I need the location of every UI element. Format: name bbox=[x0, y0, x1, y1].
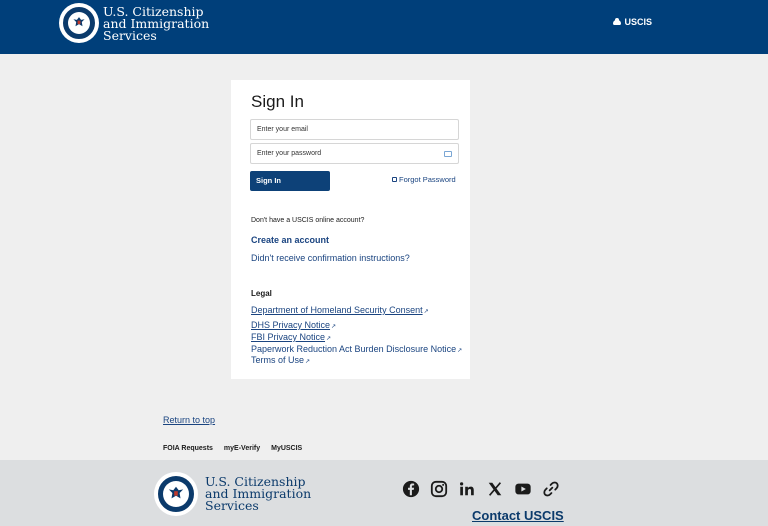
external-link-icon: ↗ bbox=[423, 309, 429, 315]
header-brand-text[interactable]: U.S. Citizenship and Immigration Services bbox=[103, 4, 210, 43]
header-uscis-link[interactable]: USCIS bbox=[613, 17, 652, 27]
external-link-icon: ↗ bbox=[457, 348, 463, 354]
legal-link-dhs-consent[interactable]: Department of Homeland Security Consent↗ bbox=[251, 305, 429, 315]
no-account-text: Don't have a USCIS online account? bbox=[251, 217, 365, 224]
page-title: Sign In bbox=[251, 92, 304, 111]
x-icon[interactable] bbox=[486, 480, 504, 498]
contact-uscis-link[interactable]: Contact USCIS bbox=[472, 508, 564, 523]
footer-links bbox=[163, 445, 302, 452]
legal-link-terms[interactable]: Terms of Use↗ bbox=[251, 355, 311, 365]
resend-confirmation-link[interactable]: Didn't receive confirmation instructions? bbox=[251, 253, 410, 263]
legal-heading: Legal bbox=[251, 289, 272, 298]
external-link-icon: ↗ bbox=[331, 324, 337, 330]
external-link-icon: ↗ bbox=[305, 359, 311, 365]
password-input[interactable]: Enter your password bbox=[250, 143, 459, 164]
legal-link-fbi-privacy[interactable]: FBI Privacy Notice↗ bbox=[251, 332, 332, 342]
cloud-icon bbox=[613, 20, 621, 25]
my-e-verify-link[interactable]: myE-Verify bbox=[223, 445, 261, 452]
password-autofill-icon[interactable] bbox=[444, 151, 452, 157]
sign-in-button[interactable]: Sign In bbox=[250, 171, 330, 191]
dhs-seal-logo[interactable] bbox=[59, 3, 99, 43]
link-icon[interactable] bbox=[542, 480, 560, 498]
myuscis-link[interactable]: MyUSCIS bbox=[271, 445, 303, 452]
legal-link-paperwork[interactable]: Paperwork Reduction Act Burden Disclosure Notice↗ bbox=[251, 344, 463, 354]
return-to-top-link[interactable]: Return to top bbox=[163, 415, 216, 425]
email-input[interactable]: Enter your email bbox=[250, 119, 459, 140]
signin-card bbox=[231, 80, 470, 379]
lock-icon bbox=[392, 177, 397, 182]
external-link-icon: ↗ bbox=[326, 336, 332, 342]
legal-link-dhs-privacy[interactable]: DHS Privacy Notice↗ bbox=[251, 320, 337, 330]
foia-requests-link[interactable]: FOIA Requests bbox=[163, 445, 213, 452]
create-account-link[interactable]: Create an account bbox=[251, 235, 330, 245]
instagram-icon[interactable] bbox=[430, 480, 448, 498]
facebook-icon[interactable] bbox=[402, 480, 420, 498]
footer-brand-text[interactable]: U.S. Citizenship and Immigration Services bbox=[205, 474, 312, 513]
linkedin-icon[interactable] bbox=[458, 480, 476, 498]
youtube-icon[interactable] bbox=[514, 480, 532, 498]
social-links bbox=[402, 480, 560, 498]
forgot-password-link[interactable]: Forgot Password bbox=[392, 175, 456, 184]
dhs-seal-logo[interactable] bbox=[154, 472, 198, 516]
site-header bbox=[0, 0, 768, 54]
site-footer bbox=[0, 460, 768, 526]
